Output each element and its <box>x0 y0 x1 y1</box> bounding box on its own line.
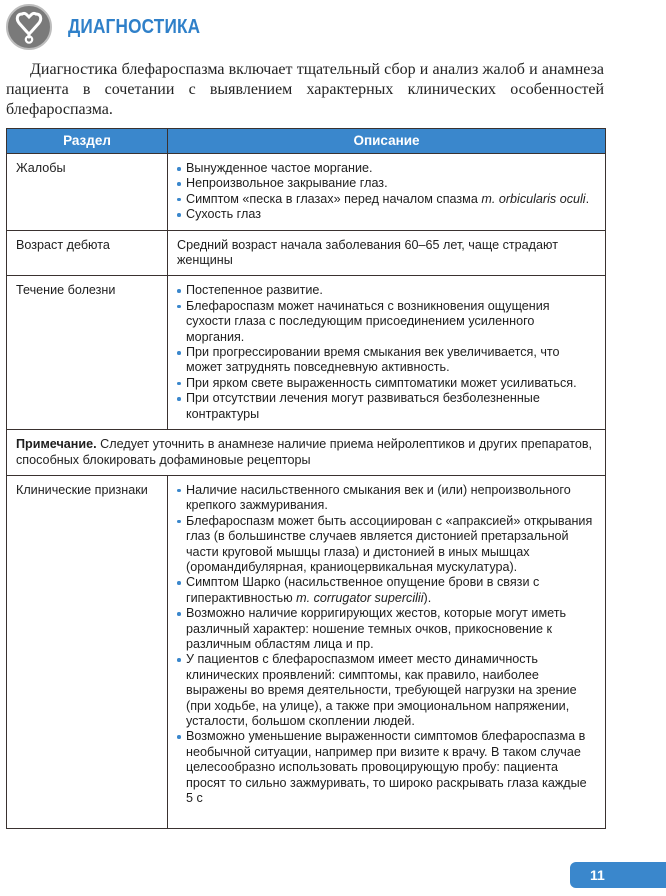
row-description: Средний возраст начала заболевания 60–65 лет, чаще страдают женщины <box>168 230 606 276</box>
stethoscope-icon <box>6 4 52 50</box>
row-section-label: Возраст дебюта <box>7 230 168 276</box>
page-number: 11 <box>570 862 666 888</box>
intro-text: Диагностика блефароспазма включает тщательный сбор и анализ жалоб и анамнеза пациента в сочетании с выявлением характерных клинических особенностей блефароспазма. <box>6 61 604 118</box>
list-item: При ярком свете выраженность симптоматики может усиливаться. <box>177 376 596 391</box>
table-row <box>7 154 606 231</box>
column-header-description: Описание <box>168 129 606 154</box>
list-item: Возможно уменьшение выраженности симптомов блефароспазма в необычной ситуации, например при визите к врачу. В таком случае целесообразно использовать провоцирующую пробу: пациента просят то сильно зажмуривать, то широко раскрывать глаза каждые 5 с <box>177 729 596 806</box>
section-header <box>6 4 222 50</box>
table-note-row <box>7 430 606 476</box>
note-text: Следует уточнить в анамнезе наличие приема нейролептиков и других препаратов, способных блокировать дофаминовые рецепторы <box>16 437 593 467</box>
page-title: ДИАГНОСТИКА <box>68 15 201 38</box>
row-section-label: Течение болезни <box>7 276 168 430</box>
column-header-section: Раздел <box>7 129 168 154</box>
list-item: Возможно наличие корригирующих жестов, которые могут иметь различный характер: ношение темных очков, прикосновение к различным областям лица и пр. <box>177 606 596 652</box>
table-header-row <box>7 129 606 154</box>
list-item: Сухость глаз <box>177 207 596 222</box>
note-label: Примечание. <box>16 437 97 452</box>
intro-paragraph <box>6 60 604 120</box>
bullet-list <box>177 483 596 807</box>
list-item: Наличие насильственного смыкания век и (или) непроизвольного крепкого зажмуривания. <box>177 483 596 514</box>
bullet-list <box>177 161 596 223</box>
latin-term: m. corrugator supercilii <box>296 590 424 605</box>
row-section-label: Жалобы <box>7 154 168 231</box>
row-description <box>168 475 606 829</box>
list-item: При отсутствии лечения могут развиваться безболезненные контрактуры <box>177 391 596 422</box>
table-row <box>7 475 606 829</box>
row-description <box>168 276 606 430</box>
list-item: Постепенное развитие. <box>177 283 596 298</box>
list-item: Блефароспазм может начинаться с возникновения ощущения сухости глаза с последующим присоединением усиленного моргания. <box>177 299 596 345</box>
list-item: Непроизвольное закрывание глаз. <box>177 176 596 191</box>
list-item-text: Симптом «песка в глазах» перед началом спазма <box>186 191 482 206</box>
note-cell <box>7 430 606 476</box>
list-item <box>177 192 596 207</box>
latin-term: m. orbicularis oculi <box>481 191 586 206</box>
list-item-end: ). <box>423 590 432 605</box>
list-item-end: . <box>585 191 590 206</box>
list-item-text: Симптом Шарко (насильственное опущение брови в связи с гиперактивностью <box>186 575 540 605</box>
table-row <box>7 276 606 430</box>
list-item: При прогрессировании время смыкания век увеличивается, что может затруднять повседневную активность. <box>177 345 596 376</box>
table-row <box>7 230 606 276</box>
row-description <box>168 154 606 231</box>
list-item: Вынужденное частое моргание. <box>177 161 596 176</box>
list-item: Блефароспазм может быть ассоциирован с «апраксией» открывания глаз (в большинстве случаев является дистонией претарзальной части круговой мышцы глаза) и дистонией в иных мышцах (оромандибулярная, краниоцервикальная мускулатура). <box>177 514 596 576</box>
row-section-label: Клинические признаки <box>7 475 168 829</box>
list-item <box>177 575 596 606</box>
diagnostics-table <box>6 128 606 829</box>
list-item: У пациентов с блефароспазмом имеет место динамичность клинических проявлений: симптомы, как правило, наиболее выражены во время деятельности, требующей нагрузки на зрение (при ходьбе, на улице), а также при эмоциональном напряжении, усталости, большом скоплении людей. <box>177 652 596 729</box>
bullet-list <box>177 283 596 422</box>
